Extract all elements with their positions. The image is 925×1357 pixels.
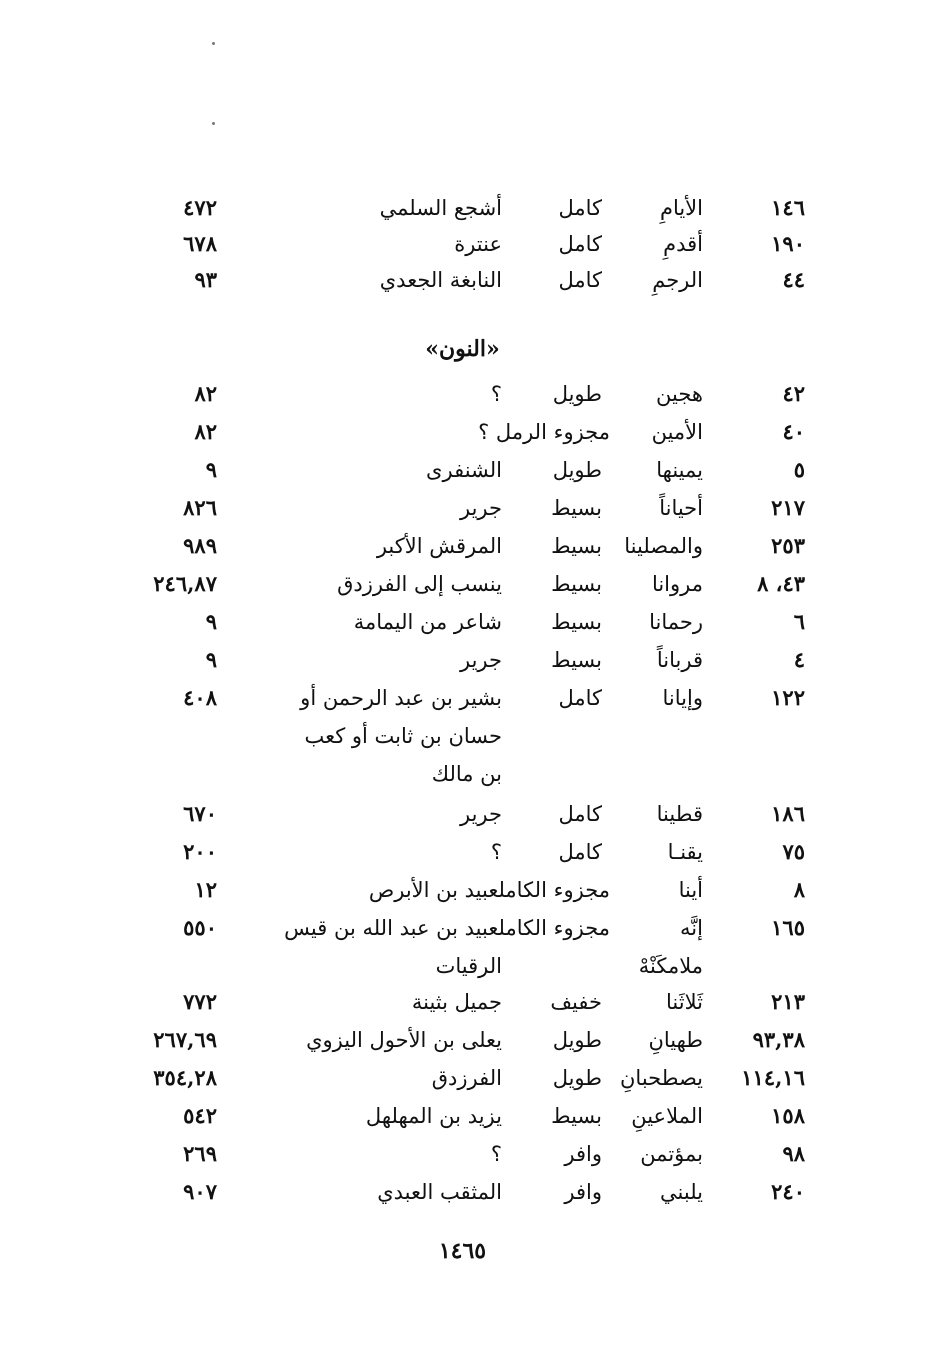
meter: كامل: [558, 268, 602, 292]
poet-name-continuation: الرقيات: [435, 954, 502, 978]
rhyme-word: والمصلينا: [624, 534, 703, 558]
page-ref: ٨٢: [194, 381, 217, 406]
table-row: [0, 985, 925, 1019]
rhyme-word-continuation: ملامكَنْهْ: [638, 954, 703, 978]
rhyme-word: طهيانِ: [648, 1028, 703, 1052]
table-row: [0, 835, 925, 869]
meter: كامل: [558, 802, 602, 826]
page-ref: ٥٥٠: [183, 915, 217, 940]
entry-number: ٤: [793, 647, 805, 672]
page-ref: ٤٧٢: [183, 195, 217, 220]
meter: وافر: [564, 1180, 602, 1204]
meter-and-poet: مجزوء الكاملعبيد بن الأبرص: [368, 878, 610, 902]
poet-name-continuation: حسان بن ثابت أو كعب: [304, 724, 502, 748]
rhyme-word: الأيامِ: [659, 196, 703, 220]
meter: بسيط: [551, 648, 602, 672]
poet-name: الشنفرى: [426, 458, 502, 482]
entry-number: ٢٥٣: [771, 533, 805, 558]
meter: كامل: [558, 232, 602, 256]
meter: خفيف: [550, 990, 602, 1014]
table-row: [0, 681, 925, 715]
rhyme-word: وإيانا: [662, 686, 703, 710]
poet-name: ؟: [490, 840, 502, 864]
poet-name: بشير بن عبد الرحمن أو: [300, 686, 502, 710]
page-ref: ٥٤٢: [183, 1103, 217, 1128]
page-ref: ٩٠٧: [183, 1179, 217, 1204]
table-row: [0, 911, 925, 945]
poet-name: ؟: [490, 1142, 502, 1166]
poet-name: جرير: [460, 496, 502, 520]
rhyme-word: قرباناً: [656, 648, 703, 672]
entry-number: ٤٠: [782, 419, 805, 444]
rhyme-word: يمينها: [656, 458, 703, 482]
page-ref: ٦٧٨: [183, 231, 217, 256]
rhyme-word: أينا: [678, 878, 703, 902]
rhyme-word: يلبني: [660, 1180, 703, 1204]
meter: بسيط: [551, 496, 602, 520]
poet-name-continuation: بن مالك: [431, 762, 502, 786]
entry-number: ٤٤: [782, 267, 805, 292]
page-ref: ٣٥٤,٢٨: [153, 1065, 217, 1090]
table-row: [0, 491, 925, 525]
rhyme-word: بمؤتمن: [640, 1142, 703, 1166]
page-ref: ٢٤٦,٨٧: [153, 571, 217, 596]
poet-name: عنترة: [454, 232, 502, 256]
table-row: [0, 263, 925, 297]
meter: بسيط: [551, 1104, 602, 1128]
meter-and-poet: مجزوء الكاملعبيد بن عبد الله بن قيس: [284, 916, 610, 940]
entry-number: ١٢٢: [771, 685, 805, 710]
scan-speck: [212, 122, 215, 125]
page-ref: ٢٠٠: [183, 839, 217, 864]
entry-number: ١٦٥: [771, 915, 805, 940]
meter: كامل: [558, 840, 602, 864]
table-row: [0, 377, 925, 411]
entry-number: ١٤٦: [771, 195, 805, 220]
meter: كامل: [558, 196, 602, 220]
page-ref: ٦٧٠: [183, 801, 217, 826]
page-ref: ٢٦٧,٦٩: [153, 1027, 217, 1052]
poet-name: ينسب إلى الفرزدق: [337, 572, 502, 596]
rhyme-word: ثَلاثَنا: [666, 990, 703, 1014]
rhyme-word: يصطحبانِ: [620, 1066, 703, 1090]
poet-name: يعلى بن الأحول اليزوي: [306, 1028, 502, 1052]
page-ref: ٩: [205, 647, 217, 672]
rhyme-word: رحمانا: [649, 610, 703, 634]
table-row: [0, 191, 925, 225]
rhyme-word: قطينا: [656, 802, 703, 826]
poet-name: المرقش الأكبر: [376, 534, 502, 558]
meter: طويل: [552, 382, 602, 406]
table-row: [0, 797, 925, 831]
poet-name: شاعر من اليمامة: [353, 610, 502, 634]
entry-number: ٩٣,٣٨: [752, 1027, 805, 1052]
entry-number: ٢١٣: [771, 989, 805, 1014]
table-row: [0, 453, 925, 487]
rhyme-word: أقدمِ: [663, 232, 703, 256]
page-ref: ٨٢: [194, 419, 217, 444]
entry-number: ٤٣، ٨: [757, 571, 805, 596]
rhyme-word: الرجمِ: [652, 268, 703, 292]
table-row: [0, 227, 925, 261]
table-row: [0, 567, 925, 601]
table-row: [0, 643, 925, 677]
meter: كامل: [558, 686, 602, 710]
page-ref: ٩٨٩: [183, 533, 217, 558]
page-number: ١٤٦٥: [438, 1238, 487, 1264]
table-row: [0, 873, 925, 907]
rhyme-word: مروانا: [651, 572, 703, 596]
page-ref: ٢٦٩: [183, 1141, 217, 1166]
table-row: [0, 415, 925, 449]
meter: بسيط: [551, 534, 602, 558]
scan-speck: [212, 42, 215, 45]
poet-name: جميل بثينة: [411, 990, 502, 1014]
entry-number: ٧٥: [782, 839, 805, 864]
page-ref: ٩: [205, 609, 217, 634]
section-heading: «النون»: [425, 336, 500, 362]
meter: طويل: [552, 1028, 602, 1052]
table-row: [0, 1023, 925, 1057]
meter: طويل: [552, 458, 602, 482]
table-row: [0, 605, 925, 639]
page-ref: ٩٣: [194, 267, 217, 292]
rhyme-word: الملاعينِ: [631, 1104, 703, 1128]
rhyme-word: أحياناً: [659, 496, 703, 520]
poet-name: المثقب العبدي: [377, 1180, 502, 1204]
entry-number: ٤٢: [782, 381, 805, 406]
meter: طويل: [552, 1066, 602, 1090]
entry-number: ٢٤٠: [771, 1179, 805, 1204]
page-ref: ٩: [205, 457, 217, 482]
table-row: [0, 1137, 925, 1171]
poet-name: الفرزدق: [431, 1066, 502, 1090]
poet-name: أشجع السلمي: [379, 196, 502, 220]
table-row: [0, 1175, 925, 1209]
entry-number: ٦: [793, 609, 805, 634]
entry-number: ٥: [793, 457, 805, 482]
poet-name: جرير: [460, 802, 502, 826]
rhyme-word: إنَّه: [680, 916, 703, 940]
meter: بسيط: [551, 610, 602, 634]
entry-number: ٨: [793, 877, 805, 902]
page-ref: ٨٢٦: [183, 495, 217, 520]
meter: بسيط: [551, 572, 602, 596]
entry-number: ٩٨: [782, 1141, 805, 1166]
rhyme-word: يقنـا: [667, 840, 703, 864]
entry-number: ١٩٠: [771, 231, 805, 256]
rhyme-word: الأمين: [651, 420, 703, 444]
page-ref: ١٢: [194, 877, 217, 902]
entry-number: ١١٤,١٦: [741, 1065, 805, 1090]
rhyme-word: هجين: [656, 382, 703, 406]
page-ref: ٤٠٨: [183, 685, 217, 710]
table-row: [0, 1099, 925, 1133]
page-ref: ٧٧٢: [183, 989, 217, 1014]
table-row: [0, 1061, 925, 1095]
meter: وافر: [564, 1142, 602, 1166]
table-row: [0, 529, 925, 563]
entry-number: ٢١٧: [771, 495, 805, 520]
entry-number: ١٨٦: [771, 801, 805, 826]
entry-number: ١٥٨: [771, 1103, 805, 1128]
poet-name: جرير: [460, 648, 502, 672]
poet-name: ؟: [490, 382, 502, 406]
poet-name: النابغة الجعدي: [379, 268, 502, 292]
poet-name: يزيد بن المهلهل: [365, 1104, 502, 1128]
meter-and-poet: مجزوء الرمل ؟: [478, 420, 610, 444]
